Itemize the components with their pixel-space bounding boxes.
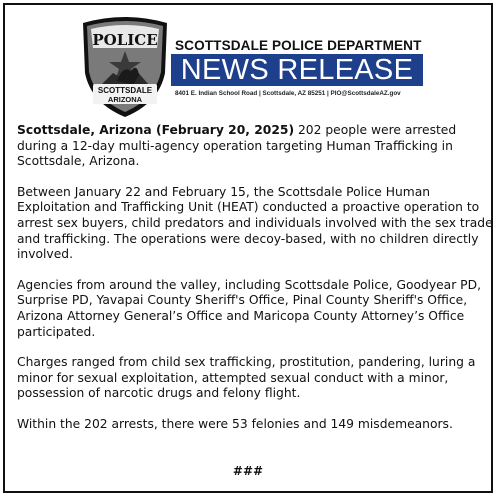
paragraph-1-text: 202 people were arrested during a 12-day multi-agency operation targeting Human Trafficking in Scottsdale, Arizona.: [17, 123, 457, 169]
badge-state-text: ARIZONA: [107, 95, 143, 104]
badge-police-text: POLICE: [92, 31, 158, 49]
paragraph-1: [17, 123, 493, 170]
paragraph-4: Charges ranged from child sex trafficking, prostitution, pandering, luring a minor for sexual exploitation, attempted sexual conduct with a minor, possession of narcotic drugs and felony flight.: [17, 355, 476, 401]
end-mark: ###: [232, 464, 264, 478]
badge-city-text: SCOTTSDALE: [97, 86, 153, 95]
department-address: 8401 E. Indian School Road | Scottsdale, AZ 85251 | PIO@ScottsdaleAZ.gov: [175, 90, 401, 97]
dateline: Scottsdale, Arizona (February 20, 2025): [17, 123, 295, 137]
department-name: SCOTTSDALE POLICE DEPARTMENT: [175, 38, 422, 53]
page-frame: [3, 3, 493, 493]
paragraph-5: Within the 202 arrests, there were 53 felonies and 149 misdemeanors.: [17, 416, 453, 431]
police-badge-logo: [79, 15, 171, 119]
news-release-banner: NEWS RELEASE: [171, 54, 423, 86]
release-body: [17, 123, 493, 448]
paragraph-3: Agencies from around the valley, including Scottsdale Police, Goodyear PD, Surprise PD, Yavapai County Sheriff's Office, Pinal County Sheriff's Office, Arizona Attorney General’s Office and Maricopa County Attorney’s Office participated.: [17, 277, 481, 339]
paragraph-2: Between January 22 and February 15, the Scottsdale Police Human Exploitation and Trafficking Unit (HEAT) conducted a proactive operation to arrest sex buyers, child predators and individuals involved with the sex trade and trafficking. The operations were decoy-based, with no children directly involved.: [17, 184, 493, 262]
